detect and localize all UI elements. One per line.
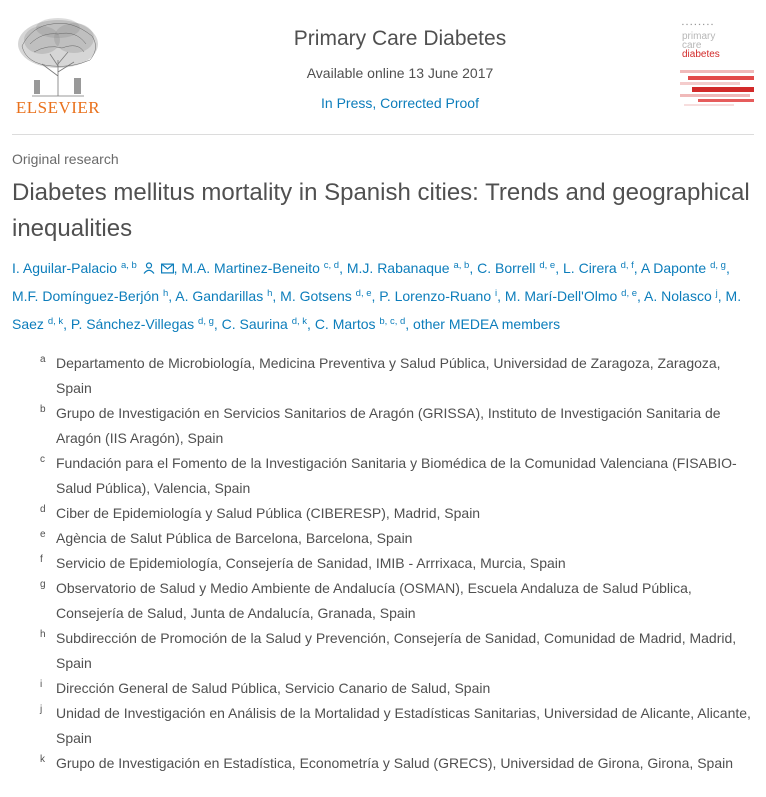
affiliation-item: [12, 626, 754, 676]
cover-title: primary care diabetes: [682, 31, 720, 60]
journal-title[interactable]: Primary Care Diabetes: [293, 27, 507, 50]
affiliation-text: Servicio de Epidemiología, Consejería de Sanidad, IMIB - Arrrixaca, Murcia, Spain: [56, 555, 566, 571]
affiliation-label: j: [40, 704, 43, 715]
affiliation-item: [12, 751, 754, 776]
affiliation-text: Agència de Salut Pública de Barcelona, Barcelona, Spain: [56, 530, 413, 546]
affiliation-item: [12, 401, 754, 451]
author-affiliation-sup[interactable]: d, k: [47, 316, 64, 327]
affiliation-list: [12, 351, 754, 776]
author-affiliation-sup[interactable]: d, k: [291, 316, 308, 327]
author-link[interactable]: C. Martos: [314, 316, 376, 332]
affiliation-label: f: [40, 554, 43, 565]
affiliation-text: Ciber de Epidemiología y Salud Pública (CIBERESP), Madrid, Spain: [56, 505, 481, 521]
author-affiliation-sup[interactable]: b, c, d: [379, 316, 406, 327]
author-link[interactable]: I. Aguilar-Palacio: [12, 260, 118, 276]
author-affiliation-sup[interactable]: d, g: [710, 260, 726, 271]
author-link[interactable]: M. Gotsens: [280, 288, 352, 304]
elsevier-wordmark: ELSEVIER: [15, 98, 101, 117]
author-link[interactable]: P. Lorenzo-Ruano: [379, 288, 492, 304]
journal-cover-thumbnail[interactable]: [678, 18, 756, 118]
author-list: I. Aguilar-Palacio $^{a, b}$ , M.A. Martinez-Beneito $^{c, d}$, M.J. Rabanaque $^{a, b}$, C. Borrell $^{d, e}$, L. Cirera $^{d, f}$, A Daponte $^{d, g}$, M.F. Domínguez-Berjón $^h$, A. Gandarillas $^h$, M. Gotsens $^{d, e}$, P. Lorenzo-Ruano $^i$, M. Marí-Dell'Olmo $^{d, e}$, A. Nolasco $^j$, M. Saez $^{d, k}$, P. Sánchez-Villegas $^{d, g}$, C. Saurina $^{d, k}$, C. Martos $^{b, c, d}$, other MEDEA members: [12, 260, 742, 332]
affiliation-text: Observatorio de Salud y Medio Ambiente de Andalucía (OSMAN), Escuela Andaluza de Salud Pública, Consejería de Salud, Junta de Andalucía, Granada, Spain: [56, 580, 692, 621]
author-affiliation-sup[interactable]: c, d: [323, 260, 340, 271]
author-affiliation-sup[interactable]: d, e: [539, 260, 556, 271]
affiliation-label: i: [40, 679, 43, 690]
affiliation-text: Dirección General de Salud Pública, Servicio Canario de Salud, Spain: [56, 680, 491, 696]
affiliation-text: Grupo de Investigación en Estadística, Econometría y Salud (GRECS), Universidad de Girona, Girona, Spain: [56, 755, 734, 771]
author-link[interactable]: L. Cirera: [563, 260, 617, 276]
affiliation-label: g: [40, 579, 46, 590]
affiliation-item: [12, 576, 754, 626]
online-date: Available online 13 June 2017: [306, 65, 494, 81]
affiliation-text: Departamento de Microbiología, Medicina Preventiva y Salud Pública, Universidad de Zaragoza, Zaragoza, Spain: [56, 355, 721, 396]
affiliation-text: Grupo de Investigación en Servicios Sanitarios de Aragón (GRISSA), Instituto de Investigación Sanitaria de Aragón (IIS Aragón), Spain: [56, 405, 721, 446]
author-link[interactable]: M. Saez: [12, 288, 742, 332]
elsevier-tree-icon: [12, 16, 104, 98]
author-link[interactable]: P. Sánchez-Villegas: [70, 316, 195, 332]
affiliation-label: h: [40, 629, 46, 640]
affiliation-text: Fundación para el Fomento de la Investigación Sanitaria y Biomédica de la Comunidad Valenciana (FISABIO-Salud Pública), Valencia, Spain: [56, 455, 737, 496]
affiliation-label: d: [40, 504, 46, 515]
affiliation-item: [12, 676, 754, 701]
author-link[interactable]: C. Borrell: [477, 260, 536, 276]
affiliation-label: c: [40, 454, 45, 465]
author-affiliation-sup[interactable]: i: [495, 288, 498, 299]
author-link[interactable]: C. Saurina: [221, 316, 288, 332]
author-affiliation-sup[interactable]: d, e: [621, 288, 638, 299]
author-link[interactable]: M.J. Rabanaque: [346, 260, 450, 276]
article-header: [0, 0, 766, 134]
author-link[interactable]: A. Nolasco: [644, 288, 712, 304]
affiliation-text: Subdirección de Promoción de la Salud y Prevención, Consejería de Sanidad, Comunidad de Madrid, Madrid, Spain: [56, 630, 737, 671]
author-affiliation-sup[interactable]: d, f: [620, 260, 634, 271]
author-link[interactable]: A. Gandarillas: [175, 288, 264, 304]
affiliation-label: b: [40, 404, 46, 415]
affiliation-label: k: [40, 754, 45, 765]
author-affiliation-sup[interactable]: d, e: [355, 288, 372, 299]
author-link[interactable]: A Daponte: [640, 260, 707, 276]
other-authors-link[interactable]: other MEDEA members: [413, 316, 561, 332]
author-link[interactable]: M.A. Martinez-Beneito: [181, 260, 320, 276]
in-press-link[interactable]: In Press, Corrected Proof: [321, 95, 479, 111]
article-title: Diabetes mellitus mortality in Spanish cities: Trends and geographical inequalities: [12, 179, 750, 242]
cover-masthead: ▪ ▪ ▪ ▪ ▪ ▪ ▪ ▪: [682, 22, 714, 28]
affiliation-text: Unidad de Investigación en Análisis de la Mortalidad y Estadísticas Sanitarias, Universidad de Alicante, Alicante, Spain: [56, 705, 751, 746]
author-affiliation-sup[interactable]: h: [267, 288, 273, 299]
affiliation-item: [12, 351, 754, 401]
header-divider: [12, 134, 754, 135]
affiliation-item: [12, 701, 754, 751]
affiliation-item: [12, 551, 754, 576]
author-affiliation-sup[interactable]: j: [715, 288, 718, 299]
author-link[interactable]: M.F. Domínguez-Berjón: [12, 288, 160, 304]
affiliation-label: e: [40, 529, 46, 540]
affiliation-item: [12, 526, 754, 551]
article-type: Original research: [12, 151, 119, 167]
author-affiliation-sup[interactable]: a, b: [120, 260, 137, 271]
author-affiliation-sup[interactable]: a, b: [453, 260, 470, 271]
cover-artwork: [678, 66, 756, 116]
affiliation-label: a: [40, 354, 46, 365]
author-link[interactable]: M. Marí-Dell'Olmo: [504, 288, 618, 304]
author-affiliation-sup[interactable]: h: [162, 288, 169, 299]
person-icon[interactable]: [143, 262, 155, 274]
affiliation-item: [12, 451, 754, 501]
author-affiliation-sup[interactable]: d, g: [198, 316, 214, 327]
envelope-icon[interactable]: [161, 263, 174, 274]
affiliation-item: [12, 501, 754, 526]
